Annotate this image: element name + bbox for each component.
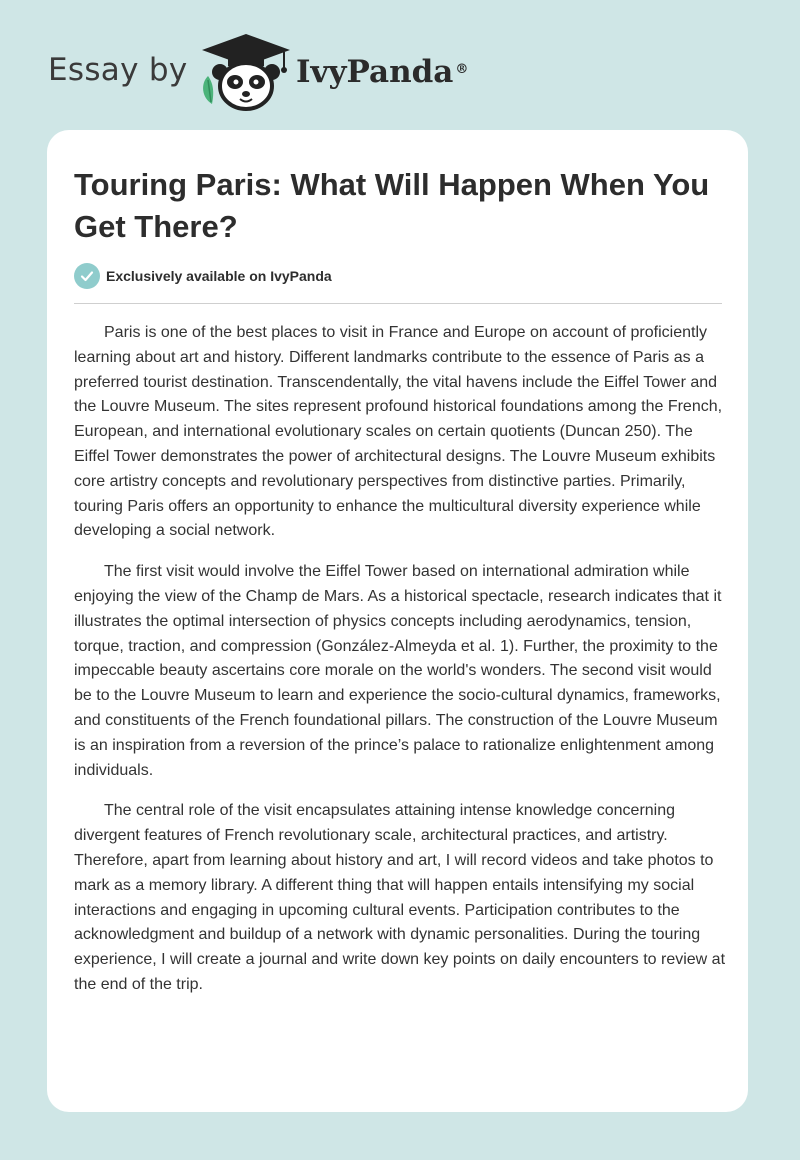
- paragraph: The central role of the visit encapsulates attaining intense knowledge concerning divergent features of French revolutionary scale, architectural practices, and artistry. Therefore, apart from learning about history and art, I will record videos and take photos to mark as a memory library. A different thing that will happen entails intensifying my social interactions and engaging in upcoming cultural events. Participation contributes to the acknowledgment and buildup of a network with dynamic personalities. During the touring experience, I will create a journal and write down key points on daily encounters to review at the end of the trip.: [74, 802, 726, 993]
- divider: [74, 303, 722, 304]
- paragraph: The first visit would involve the Eiffel Tower based on international admiration while enjoying the view of the Champ de Mars. As a historical spectacle, research indicates that it illustrates the optimal intersection of physics concepts including aerodynamics, tension, torque, traction, and compression (González-Almeyda et al. 1). Further, the proximity to the impeccable beauty ascertains core morale on the world's wonders. The second visit would be to the Louvre Museum to learn and experience the socio-cultural dynamics, frameworks, and constituents of the French foundational pillars. The construction of the Louvre Museum is an inspiration from a reversion of the prince’s palace to rationalize enlightenment among individuals.: [74, 563, 722, 779]
- paragraph: Paris is one of the best places to visit in France and Europe on account of proficiently learning about art and history. Different landmarks contribute to the essence of Paris as a preferred tourist destination. Transcendentally, the vital havens include the Eiffel Tower and the Louvre Museum. The sites represent profound historical foundations among the French, European, and international evolutionary scales on certain quotients (Duncan 250). The Eiffel Tower demonstrates the power of architectural designs. The Louvre Museum exhibits core artistry concepts and revolutionary perspectives from distinctive parties. Primarily, touring Paris offers an opportunity to enhance the multicultural diversity experience while developing a social network.: [74, 324, 723, 540]
- essay-card: [47, 130, 748, 1112]
- brand-text: IvyPanda: [296, 54, 454, 90]
- exclusive-badge: [74, 263, 332, 289]
- page-title: Touring Paris: What Will Happen When You Get There?: [74, 167, 710, 244]
- site-header: [0, 0, 800, 130]
- essay-by-label: Essay by: [48, 52, 188, 88]
- brand-name[interactable]: [296, 52, 468, 92]
- exclusive-label: Exclusively available on IvyPanda: [106, 268, 332, 284]
- panda-logo-icon[interactable]: [198, 32, 294, 112]
- essay-body: [74, 321, 726, 1014]
- registered-mark: ®: [455, 62, 469, 77]
- check-circle-icon: [74, 263, 100, 289]
